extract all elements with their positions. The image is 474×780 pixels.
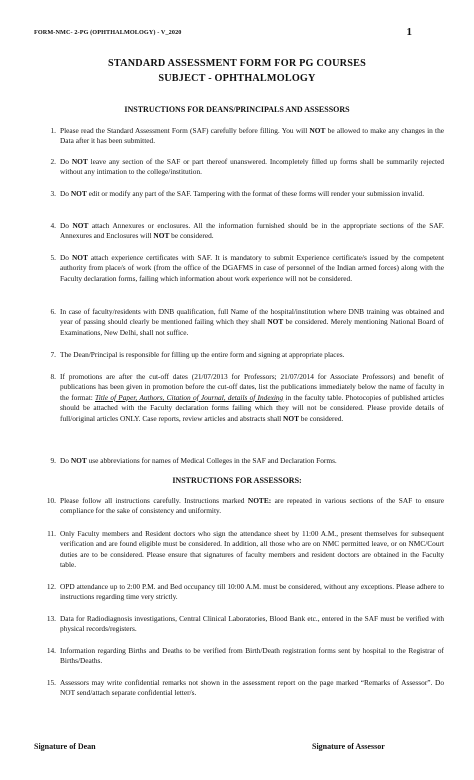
item-number: 7. bbox=[50, 350, 56, 359]
item-number: 14. bbox=[46, 646, 56, 655]
signature-assessor-label: Signature of Assessor bbox=[312, 742, 385, 751]
item-number: 10. bbox=[46, 496, 56, 505]
item-number: 11. bbox=[47, 529, 56, 538]
item-number: 5. bbox=[50, 253, 56, 262]
item-number: 8. bbox=[50, 372, 56, 381]
item-text: Information regarding Births and Deaths to be verified from Birth/Death registration forms sent by hospital to the Registrar of Births/Deaths. bbox=[60, 646, 444, 666]
item-text: Assessors may write confidential remarks not shown in the assessment report on the page marked “Remarks of Assessor”. Do NOT send/attach separate confidential letter/s. bbox=[60, 678, 444, 698]
item-text: Please follow all instructions carefully. Instructions marked NOTE: are repeated in various sections of the SAF to ensure compliance for the sake of consistency and uniformity. bbox=[60, 496, 445, 516]
page-number: 1 bbox=[406, 26, 412, 38]
form-code: FORM-NMC- 2-PG (OPHTHALMOLOGY) - V_2020 bbox=[34, 29, 182, 36]
item-text: Do NOT leave any section of the SAF or part thereof unanswered. Incompletely filled up forms shall be summarily rejected without any intimation to the college/institution. bbox=[60, 157, 445, 177]
list-item bbox=[34, 157, 444, 178]
item-number: 2. bbox=[50, 157, 56, 166]
section-title-assessors: INSTRUCTIONS FOR ASSESSORS: bbox=[172, 476, 302, 485]
item-text: In case of faculty/residents with DNB qualification, full Name of the hospital/institution where DNB training was obtained and year of passing should clearly be mentioned failing which they shall NOT be considered. Merely mentioning National Board of Examinations, New Delhi, shall not suffice. bbox=[60, 307, 444, 337]
list-item bbox=[34, 221, 444, 242]
list-item bbox=[34, 126, 444, 147]
list-item bbox=[34, 189, 444, 199]
list-item bbox=[34, 307, 444, 338]
list-item bbox=[34, 372, 444, 424]
item-text: OPD attendance up to 2:00 P.M. and Bed occupancy till 10:00 A.M. must be considered, without any exceptions. Please adhere to instructions regarding time very strictly. bbox=[60, 582, 444, 602]
list-item bbox=[34, 582, 444, 603]
item-text: Data for Radiodiagnosis investigations, Central Clinical Laboratories, Blood Bank etc., entered in the SAF must be verified with physical records/registers. bbox=[60, 614, 444, 634]
list-item bbox=[34, 496, 444, 517]
item-text: Do NOT attach Annexures or enclosures. All the information furnished should be in the appropriate sections of the SAF. Annexures and Enclosures will NOT be considered. bbox=[60, 221, 444, 241]
item-number: 3. bbox=[50, 189, 56, 198]
section-title-deans: INSTRUCTIONS FOR DEANS/PRINCIPALS AND ASSESSORS bbox=[124, 105, 350, 114]
list-item bbox=[34, 678, 444, 699]
item-number: 1. bbox=[50, 126, 56, 135]
item-number: 12. bbox=[46, 582, 56, 591]
item-text: Only Faculty members and Resident doctors who sign the attendance sheet by 11:00 A.M., present themselves for subsequent verification and are found eligible must be considered. In addition, all those who are on NMC permitted leave, or on NMC/Court duties are to be considered. Please ensure that signatures of faculty members and resident doctors are obtained in the Faculty table. bbox=[60, 529, 444, 570]
item-text: If promotions are after the cut-off dates (21/07/2013 for Professors; 21/07/2014 for Associate Professors) and benefit of publications has been given in promotion before the cut-off dates, list the publications immediately below the name of faculty in the format: Title of Paper, Authors, Citation of Journal, details of Indexing in the faculty table. Photocopies of published articles should be attached with the Faculty declaration forms failing which they will not be considered. Please provide details of full/original articles ONLY. Case reports, review articles and abstracts shall NOT be considered. bbox=[60, 372, 444, 423]
item-number: 4. bbox=[50, 221, 56, 230]
item-text: Do NOT attach experience certificates with SAF. It is mandatory to submit Experience certificate/s issued by the competent authority from place/s of work (from the office of the DGAFMS in case of personnel of the Indian armed forces) along with the Faculty declaration forms, failing which information about work experience will not be considered. bbox=[60, 253, 445, 283]
item-number: 6. bbox=[50, 307, 56, 316]
item-number: 9. bbox=[50, 456, 56, 465]
list-item bbox=[34, 646, 444, 667]
list-item bbox=[34, 350, 444, 360]
item-text: Please read the Standard Assessment Form (SAF) carefully before filling. You will NOT be allowed to make any changes in the Data after it has been submitted. bbox=[60, 126, 444, 146]
signature-dean-label: Signature of Dean bbox=[34, 742, 96, 751]
item-number: 15. bbox=[46, 678, 56, 687]
list-item bbox=[34, 529, 444, 571]
document-title: STANDARD ASSESSMENT FORM FOR PG COURSES bbox=[108, 58, 366, 69]
item-text: Do NOT edit or modify any part of the SAF. Tampering with the format of these forms will render your submission invalid. bbox=[60, 189, 425, 198]
list-item bbox=[34, 614, 444, 635]
list-item bbox=[34, 253, 444, 284]
list-item bbox=[34, 456, 444, 466]
item-number: 13. bbox=[46, 614, 56, 623]
item-text: Do NOT use abbreviations for names of Medical Colleges in the SAF and Declaration Forms. bbox=[60, 456, 337, 465]
item-text: The Dean/Principal is responsible for filling up the entire form and signing at appropriate places. bbox=[60, 350, 345, 359]
document-subtitle: SUBJECT - OPHTHALMOLOGY bbox=[158, 73, 316, 84]
